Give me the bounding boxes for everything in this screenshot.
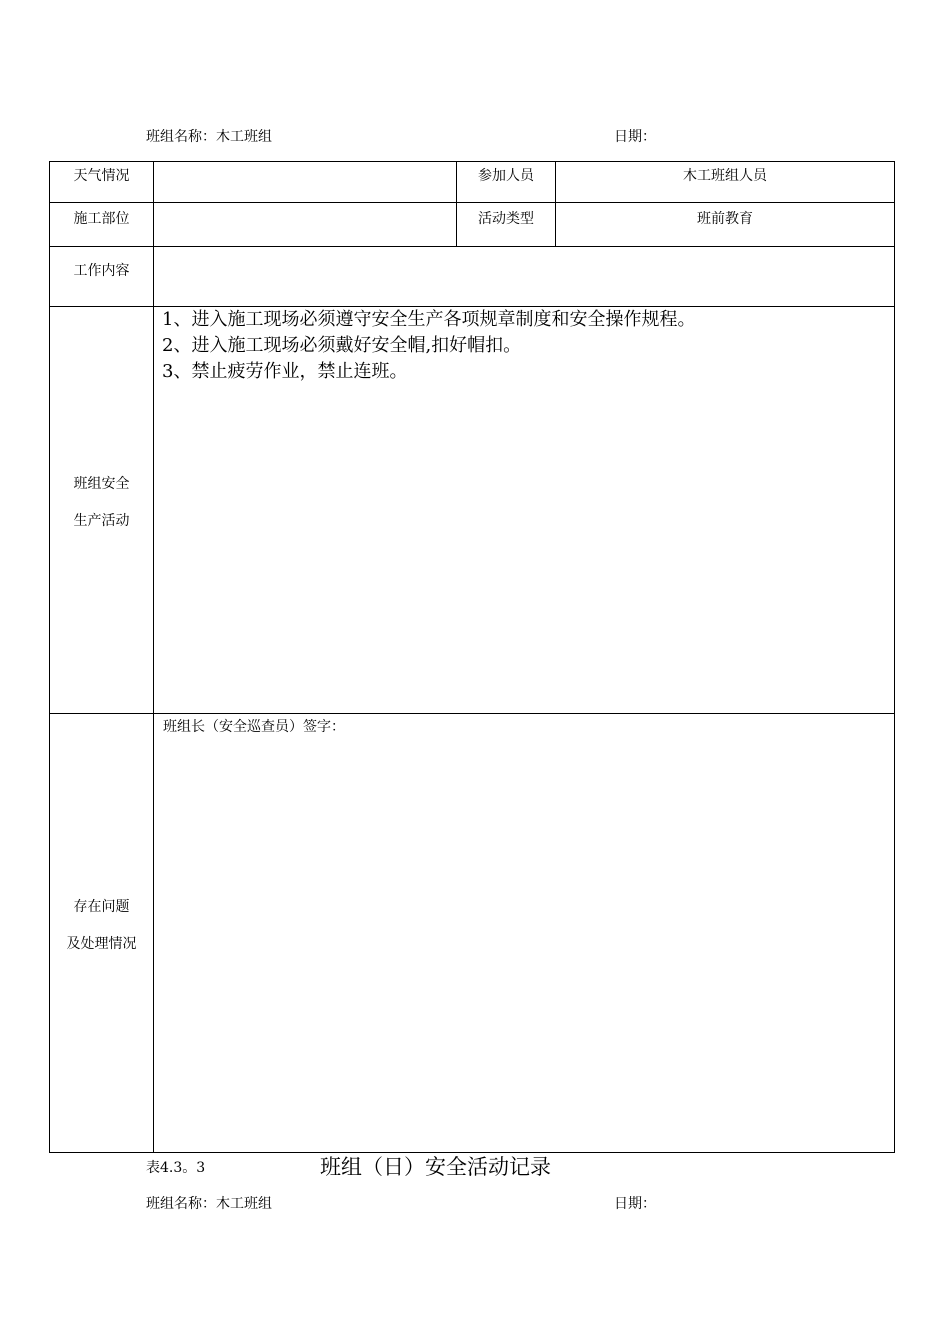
work-content-field[interactable]	[154, 247, 894, 306]
table-line	[49, 161, 50, 1153]
safety-item: 3、禁止疲劳作业，禁止连班。	[162, 361, 408, 382]
date-label: 日期：	[614, 129, 656, 145]
activity-type-label: 活动类型	[478, 211, 534, 227]
safety-item: 1、进入施工现场必须遵守安全生产各项规章制度和安全操作规程。	[162, 309, 696, 330]
safety-activity-label-line2: 生产活动	[73, 513, 130, 529]
issues-label	[50, 889, 153, 963]
table-number: 表4.3。3	[146, 1160, 206, 1176]
team-name-label-bottom: 班组名称：木工班组	[146, 1196, 272, 1212]
activity-type-value: 班前教育	[697, 211, 753, 227]
weather-label: 天气情况	[73, 168, 130, 184]
weather-field[interactable]	[154, 162, 456, 202]
construction-location-label: 施工部位	[73, 211, 130, 227]
safety-activity-label-line1: 班组安全	[73, 476, 130, 492]
participants-label: 参加人员	[478, 168, 534, 184]
construction-location-field[interactable]	[154, 203, 456, 246]
participants-value: 木工班组人员	[683, 168, 767, 184]
team-name-label: 班组名称：木工班组	[146, 129, 272, 145]
safety-item: 2、进入施工现场必须戴好安全帽,扣好帽扣。	[162, 335, 522, 356]
table-line	[894, 161, 895, 1153]
safety-activity-label	[50, 466, 153, 540]
form-title: 班组（日）安全活动记录	[320, 1155, 551, 1179]
table-line	[49, 713, 895, 714]
signature-label: 班组长（安全巡查员）签字：	[163, 719, 345, 735]
issues-label-line1: 存在问题	[73, 899, 130, 915]
safety-activity-content	[162, 307, 695, 385]
table-line	[153, 161, 154, 1153]
work-content-label: 工作内容	[73, 263, 130, 279]
issues-label-line2: 及处理情况	[66, 936, 137, 952]
date-label-bottom: 日期：	[614, 1196, 656, 1212]
